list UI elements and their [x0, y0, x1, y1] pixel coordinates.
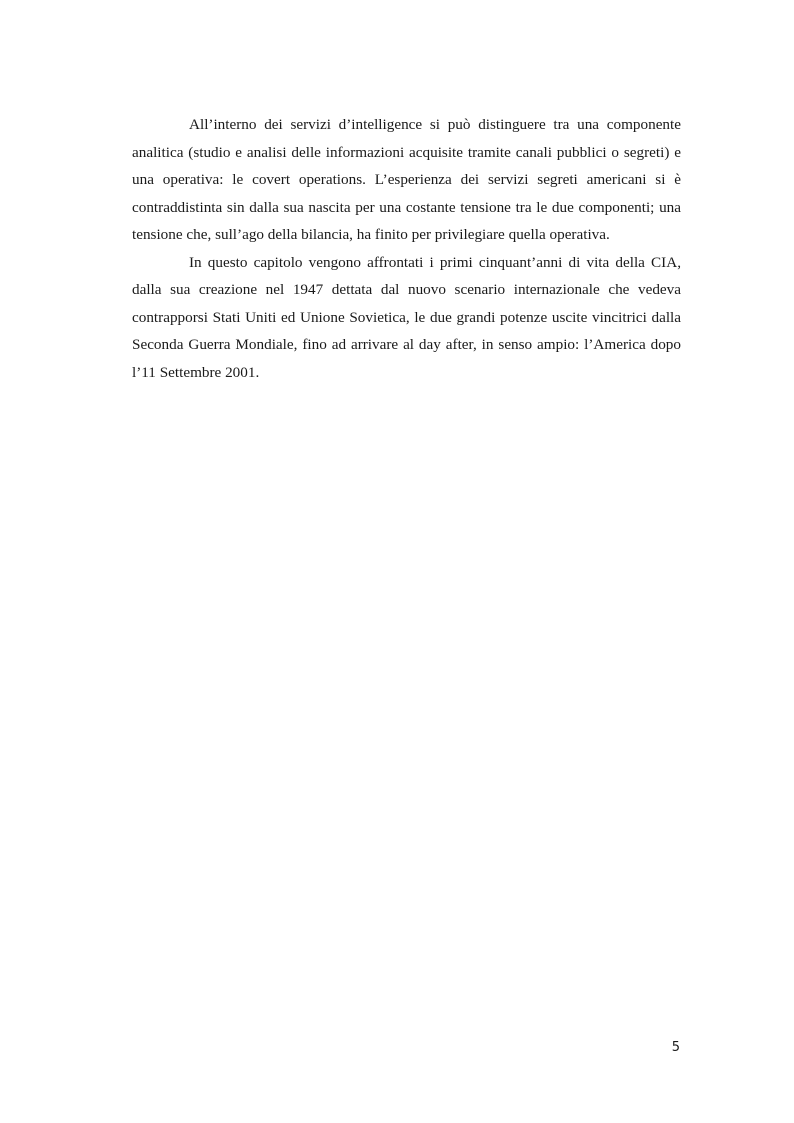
- paragraph-chapter-overview: In questo capitolo vengono affrontati i primi cinquant’anni di vita della CIA, dalla sua creazione nel 1947 dettata dal nuovo scenario internazionale che vedeva contrapporsi Stati Uniti ed Unione Sovietica, le due grandi potenze uscite vincitrici dalla Seconda Guerra Mondiale, fino ad arrivare al day after, in senso ampio: l’America dopo l’11 Settembre 2001.: [132, 253, 681, 381]
- page-number: 5: [671, 1040, 680, 1055]
- body-text: [132, 111, 681, 386]
- paragraph-intelligence-components: All’interno dei servizi d’intelligence si può distinguere tra una componente analitica (studio e analisi delle informazioni acquisite tramite canali pubblici o segreti) e una operativa: le covert operations. L’esperienza dei servizi segreti americani si è contraddistinta sin dalla sua nascita per una costante tensione tra le due componenti; una tensione che, sull’ago della bilancia, ha finito per privilegiare quella operativa.: [132, 116, 681, 243]
